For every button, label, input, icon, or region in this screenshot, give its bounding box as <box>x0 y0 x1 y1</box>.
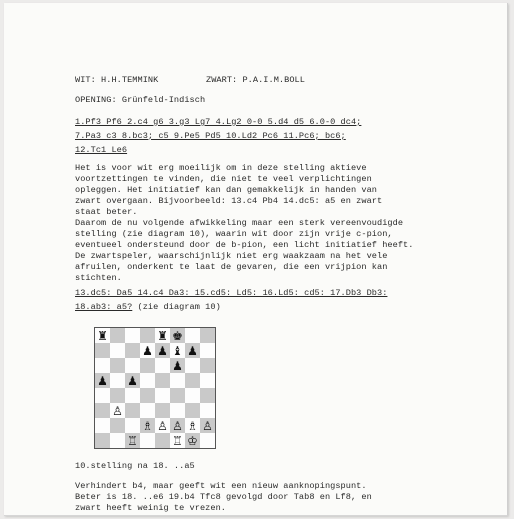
board-square <box>125 343 140 358</box>
chess-piece: ♖ <box>172 433 183 448</box>
board-square <box>155 403 170 418</box>
board-square <box>185 343 200 358</box>
chess-piece: ♙ <box>202 418 213 433</box>
board-square <box>155 418 170 433</box>
board-square <box>155 358 170 373</box>
chess-piece: ♟ <box>187 343 198 358</box>
paragraph-line: Het is voor wit erg moeilijk om in deze stelling aktieve <box>75 163 367 173</box>
paragraph-line: staat beter. <box>75 207 138 217</box>
board-square <box>95 388 110 403</box>
chess-piece: ♙ <box>157 418 168 433</box>
board-square <box>170 328 185 343</box>
board-square <box>200 373 215 388</box>
board-square <box>200 328 215 343</box>
paragraph-line: voortzettingen te vinden, die niet te veel verplichtingen <box>75 174 372 184</box>
board-square <box>140 358 155 373</box>
board-square <box>200 388 215 403</box>
board-square <box>185 358 200 373</box>
paragraph-line: De zwartspeler, waarschijnlijk niet erg waakzaam na het vele <box>75 251 388 261</box>
board-square <box>95 418 110 433</box>
paragraph-line: zwart overgaan. Bijvoorbeeld: 13.c4 Pb4 14.dc5: a5 en zwart <box>75 196 383 206</box>
paragraph-line: stelling (zie diagram 10), waarin wit door zijn vrije c-pion, <box>75 229 393 239</box>
chess-piece: ♙ <box>112 403 123 418</box>
board-square <box>170 343 185 358</box>
chess-piece: ♟ <box>97 373 108 388</box>
board-square <box>200 343 215 358</box>
board-square <box>140 433 155 448</box>
board-square <box>95 373 110 388</box>
paragraph-line: opleggen. Het initiatief kan dan gemakkelijk in handen van <box>75 185 378 195</box>
board-square <box>170 358 185 373</box>
board-square <box>110 373 125 388</box>
board-square <box>110 328 125 343</box>
board-square <box>200 418 215 433</box>
board-square <box>140 388 155 403</box>
chess-piece: ♚ <box>172 328 183 343</box>
board-square <box>170 418 185 433</box>
board-square <box>95 328 110 343</box>
board-square <box>200 433 215 448</box>
chess-piece: ♟ <box>127 373 138 388</box>
board-square <box>140 328 155 343</box>
board-square <box>95 358 110 373</box>
board-square <box>200 403 215 418</box>
chess-piece: ♗ <box>187 418 198 433</box>
chess-piece: ♜ <box>157 328 168 343</box>
board-square <box>185 418 200 433</box>
board-square <box>140 418 155 433</box>
moves-text: 18.ab3: a5? <box>75 302 133 312</box>
board-square <box>170 388 185 403</box>
black-player: ZWART: P.A.I.M.BOLL <box>206 75 305 85</box>
paragraph-line: afruilen, onderkent te laat de gevaren, die een vrijpion kan <box>75 262 388 272</box>
chess-piece: ♝ <box>172 343 183 358</box>
chess-piece: ♟ <box>142 343 153 358</box>
board-square <box>125 403 140 418</box>
board-square <box>170 433 185 448</box>
moves-line-with-ref <box>75 302 221 313</box>
opening-name: OPENING: Grünfeld-Indisch <box>75 95 206 105</box>
board-square <box>110 388 125 403</box>
board-square <box>140 343 155 358</box>
board-square <box>140 373 155 388</box>
board-square <box>185 403 200 418</box>
board-square <box>155 373 170 388</box>
paragraph-line: Beter is 18. ..e6 19.b4 Tfc8 gevolgd door Tab8 en Lf8, en <box>75 492 372 502</box>
board-square <box>185 373 200 388</box>
document-page <box>4 3 508 516</box>
moves-line: 13.dc5: Da5 14.c4 Da3: 15.cd5: Ld5: 16.Ld5: cd5: 17.Db3 Db3: <box>75 288 388 298</box>
chess-piece: ♔ <box>187 433 198 448</box>
board-square <box>95 343 110 358</box>
board-square <box>125 418 140 433</box>
paragraph-line: zwart heeft weinig te vrezen. <box>75 503 227 513</box>
moves-line: 12.Tc1 Le6 <box>75 145 128 155</box>
board-square <box>110 433 125 448</box>
board-square <box>125 328 140 343</box>
board-square <box>155 433 170 448</box>
board-square <box>155 328 170 343</box>
chess-piece: ♟ <box>157 343 168 358</box>
board-square <box>155 343 170 358</box>
board-square <box>125 358 140 373</box>
paragraph-line: Verhindert b4, maar geeft wit een nieuw aanknopingspunt. <box>75 481 367 491</box>
board-square <box>170 403 185 418</box>
board-square <box>110 403 125 418</box>
board-square <box>110 358 125 373</box>
board-square <box>155 388 170 403</box>
board-square <box>95 403 110 418</box>
board-square <box>200 358 215 373</box>
paragraph-line: eventueel ondersteund door de b-pion, een licht initiatief heeft. <box>75 240 414 250</box>
chess-piece: ♟ <box>172 358 183 373</box>
paragraph-line: Daarom de nu volgende afwikkeling maar een sterk vereenvoudigde <box>75 218 404 228</box>
board-square <box>125 373 140 388</box>
board-square <box>140 403 155 418</box>
moves-line: 1.Pf3 Pf6 2.c4 g6 3.g3 Lg7 4.Lg2 0-0 5.d4 d5 6.0-0 dc4; <box>75 117 362 127</box>
board-square <box>170 373 185 388</box>
board-square <box>125 433 140 448</box>
chess-piece: ♙ <box>172 418 183 433</box>
chess-piece: ♖ <box>127 433 138 448</box>
board-square <box>110 343 125 358</box>
board-square <box>185 328 200 343</box>
board-square <box>185 388 200 403</box>
board-square <box>110 418 125 433</box>
chess-piece: ♗ <box>142 418 153 433</box>
diagram-reference: (zie diagram 10) <box>132 302 221 312</box>
board-square <box>95 433 110 448</box>
board-square <box>125 388 140 403</box>
diagram-caption: 10.stelling na 18. ..a5 <box>75 461 195 471</box>
chess-diagram <box>94 327 216 449</box>
board-square <box>185 433 200 448</box>
chess-piece: ♜ <box>97 328 108 343</box>
white-player: WIT: H.H.TEMMINK <box>75 75 159 85</box>
paragraph-line: stichten. <box>75 273 122 283</box>
moves-line: 7.Pa3 c3 8.bc3; c5 9.Pe5 Pd5 10.Ld2 Pc6 11.Pc6; bc6; <box>75 131 346 141</box>
